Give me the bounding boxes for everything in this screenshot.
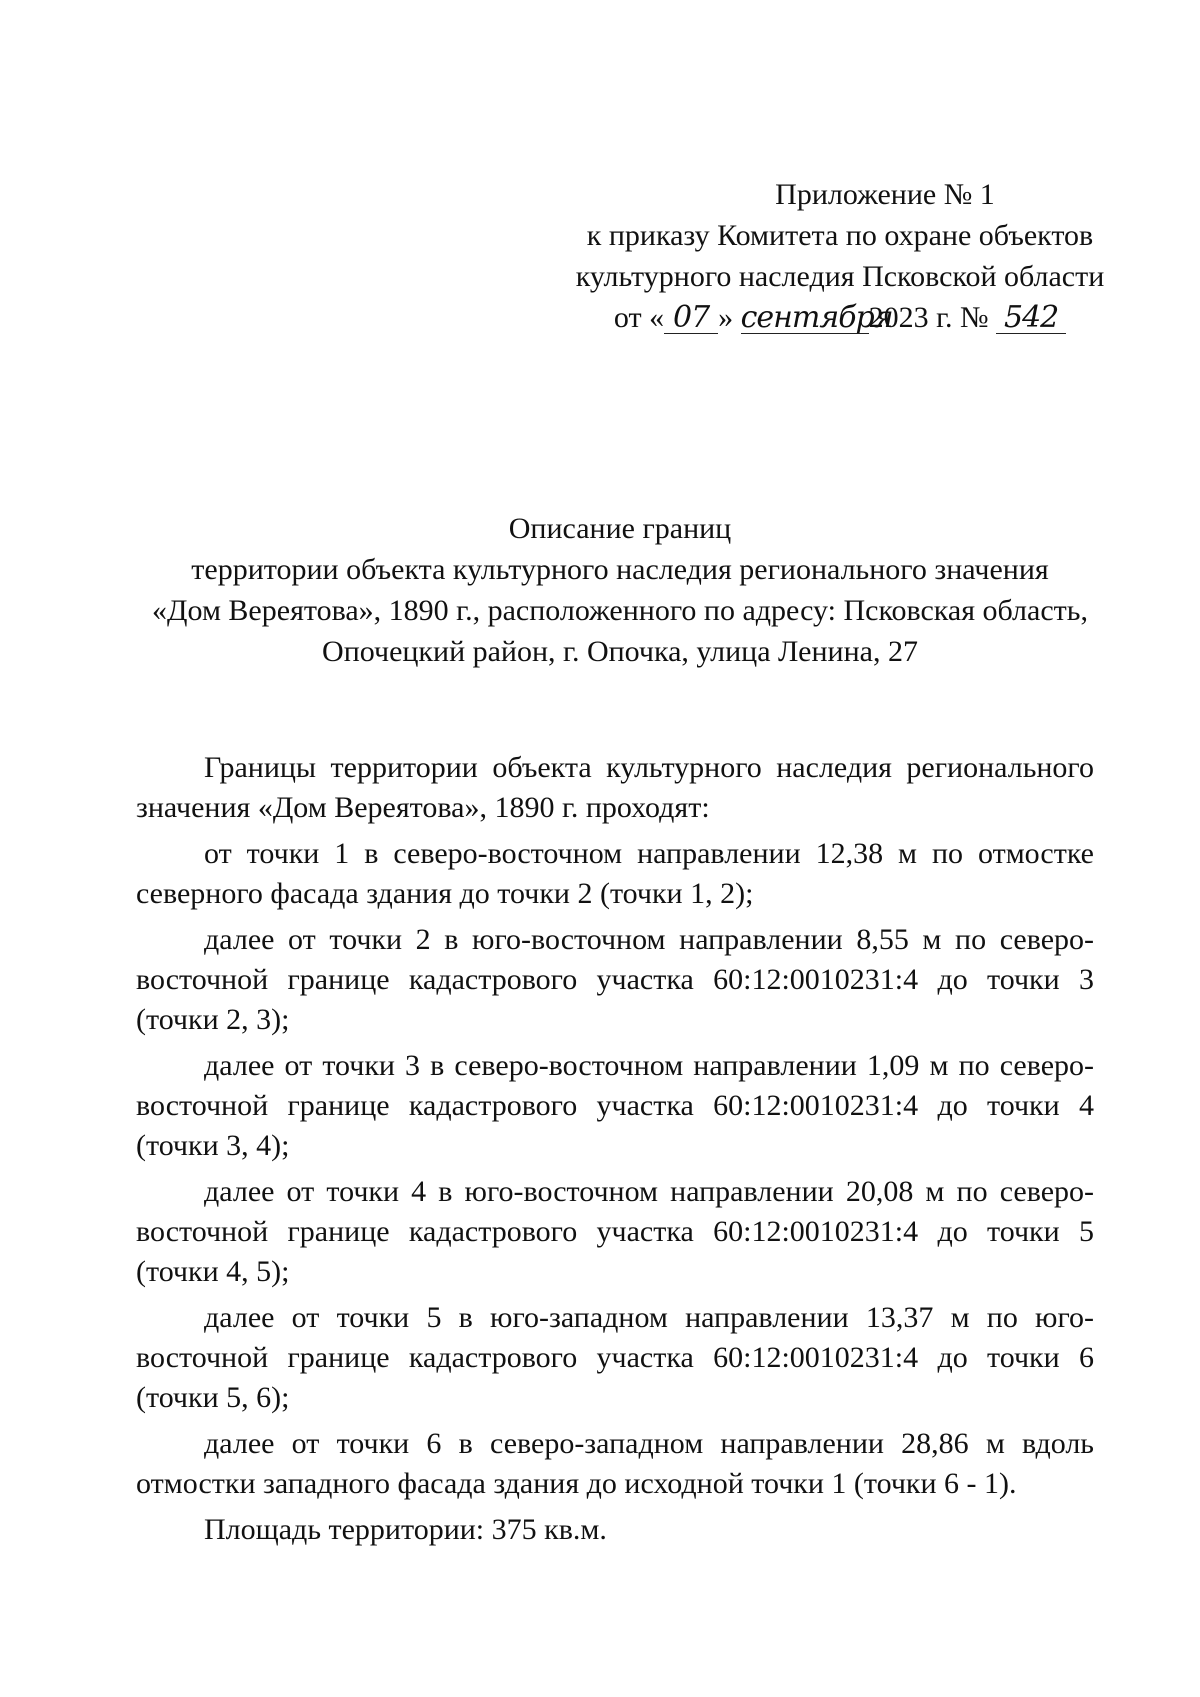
title-line-1: Описание границ xyxy=(508,512,732,545)
day-field xyxy=(664,300,718,335)
handwritten-day: 07 xyxy=(672,300,710,335)
document-title xyxy=(130,508,1110,672)
document-body xyxy=(136,748,1094,1556)
annex-header xyxy=(560,174,1120,338)
territory-area: Площадь территории: 375 кв.м. xyxy=(204,1513,607,1546)
boundary-segment-2: далее от точки 2 в юго-восточном направлении 8,55 м по северо-восточной границе кадастрового участка 60:12:0010231:4 до точки 3 (точки 2, 3); xyxy=(136,923,1094,1036)
title-line-4: Опочецкий район, г. Опочка, улица Ленина, 27 xyxy=(322,635,918,668)
handwritten-number: 542 xyxy=(1003,300,1059,335)
title-line-3: «Дом Вереятова», 1890 г., расположенного по адресу: Псковская область, xyxy=(152,594,1088,627)
boundary-segment-6: далее от точки 6 в северо-западном направлении 28,86 м вдоль отмостки западного фасада здания до исходной точки 1 (точки 6 - 1). xyxy=(136,1427,1094,1500)
date-mid: » xyxy=(718,301,734,334)
date-prefix: от « xyxy=(613,301,665,334)
annex-committee-line: культурного наследия Псковской области xyxy=(575,260,1105,293)
number-field xyxy=(996,300,1066,335)
boundary-segment-5: далее от точки 5 в юго-западном направлении 13,37 м по юго-восточной границе кадастрового участка 60:12:0010231:4 до точки 6 (точки 5, 6); xyxy=(136,1301,1094,1414)
handwritten-month: сентября xyxy=(740,300,893,335)
intro-paragraph: Границы территории объекта культурного наследия регионального значения «Дом Вереятова», 1890 г. проходят: xyxy=(136,751,1094,824)
title-line-2: территории объекта культурного наследия регионального значения xyxy=(191,553,1049,586)
annex-number: Приложение № 1 xyxy=(775,178,995,211)
boundary-segment-4: далее от точки 4 в юго-восточном направлении 20,08 м по северо-восточной границе кадастрового участка 60:12:0010231:4 до точки 5 (точки 4, 5); xyxy=(136,1175,1094,1288)
year-text: 2023 г. № xyxy=(868,301,989,334)
annex-order-line: к приказу Комитета по охране объектов xyxy=(586,219,1094,252)
boundary-segment-3: далее от точки 3 в северо-восточном направлении 1,09 м по северо-восточной границе кадастрового участка 60:12:0010231:4 до точки 4 (точки 3, 4); xyxy=(136,1049,1094,1162)
boundary-segment-1: от точки 1 в северо-восточном направлении 12,38 м по отмостке северного фасада здания до точки 2 (точки 1, 2); xyxy=(136,837,1094,910)
month-field xyxy=(740,300,893,335)
annex-date-line xyxy=(560,297,1120,338)
